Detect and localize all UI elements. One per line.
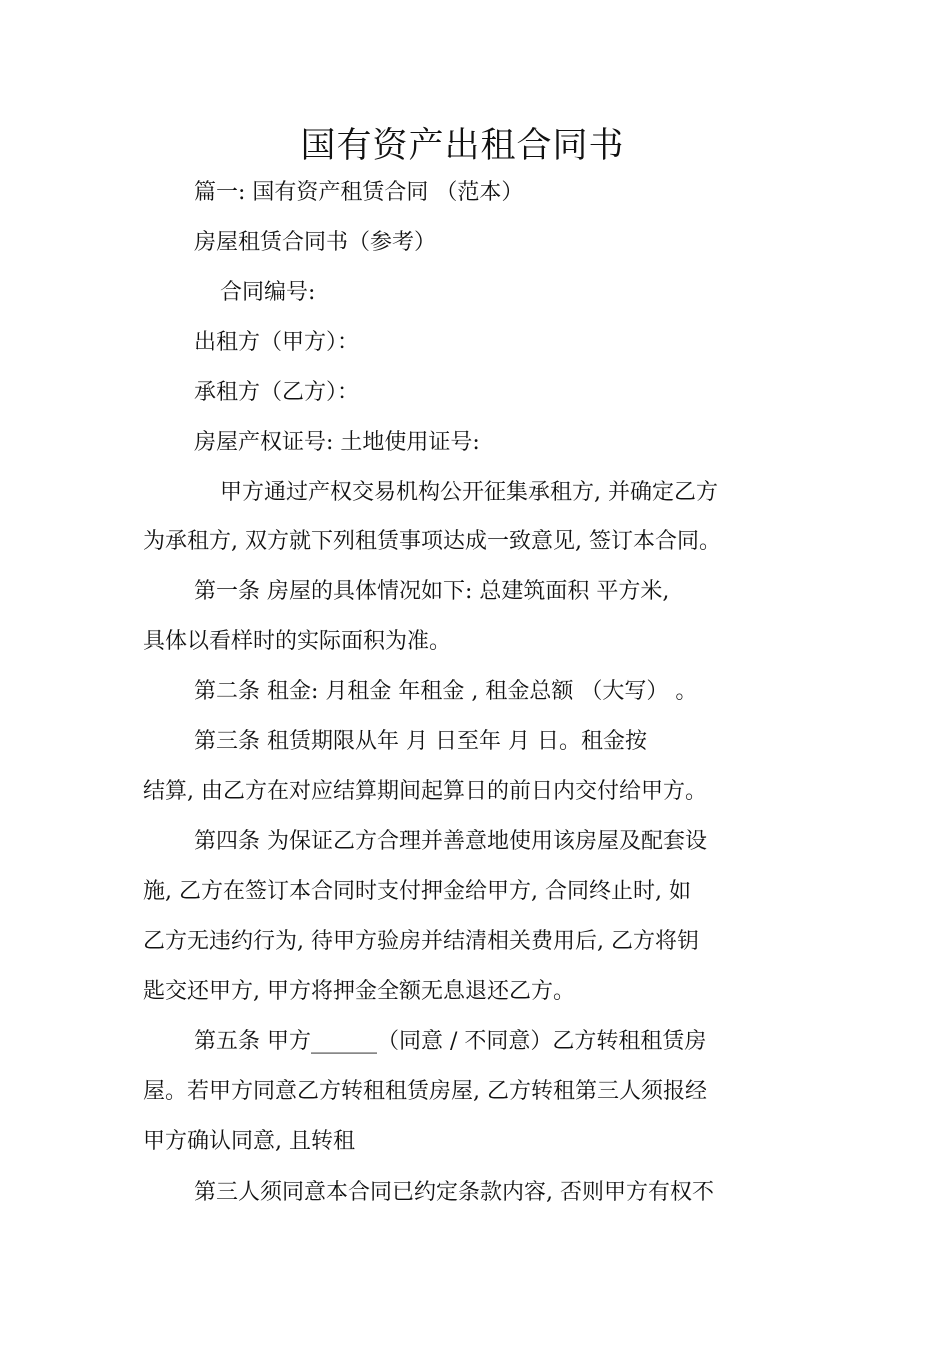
paragraph-line: 具体以看样时的实际面积为准。 bbox=[143, 629, 452, 654]
article-line: 第一条 房屋的具体情况如下: 总建筑面积 平方米, bbox=[194, 579, 670, 604]
lessee-line: 承租方（乙方）： bbox=[194, 380, 360, 405]
document-title: 国有资产出租合同书 bbox=[300, 126, 625, 166]
paragraph-line: 结算, 由乙方在对应结算期间起算日的前日内交付给甲方。 bbox=[143, 779, 707, 804]
paragraph-line: 乙方无违约行为, 待甲方验房并结清相关费用后, 乙方将钥 bbox=[143, 929, 699, 954]
paragraph-line: 施, 乙方在签订本合同时支付押金给甲方, 合同终止时, 如 bbox=[143, 879, 691, 904]
subtitle-line: 房屋租赁合同书（参考） bbox=[194, 230, 437, 255]
paragraph-line: 匙交还甲方, 甲方将押金全额无息退还乙方。 bbox=[143, 979, 575, 1004]
article-line: 第四条 为保证乙方合理并善意地使用该房屋及配套设 bbox=[194, 829, 707, 854]
paragraph-line: 为承租方, 双方就下列租赁事项达成一致意见, 签订本合同。 bbox=[143, 529, 721, 554]
article-line: 第三条 租赁期限从年 月 日至年 月 日。租金按 bbox=[194, 729, 647, 754]
article-line: 第二条 租金: 月租金 年租金 , 租金总额 （大写） 。 bbox=[194, 679, 698, 704]
section-heading: 篇一: 国有资产租赁合同 （范本） bbox=[194, 180, 524, 205]
contract-number-line: 合同编号: bbox=[220, 280, 316, 305]
paragraph-line: 甲方确认同意, 且转租 bbox=[143, 1129, 355, 1154]
paragraph-line: 甲方通过产权交易机构公开征集承租方, 并确定乙方 bbox=[220, 480, 718, 505]
paragraph-line: 第三人须同意本合同已约定条款内容, 否则甲方有权不 bbox=[194, 1180, 714, 1205]
certificate-line: 房屋产权证号: 土地使用证号: bbox=[194, 430, 480, 455]
article-line: 第五条 甲方______（同意 / 不同意）乙方转租租赁房 bbox=[194, 1029, 707, 1054]
paragraph-line: 屋。若甲方同意乙方转租租赁房屋, 乙方转租第三人须报经 bbox=[143, 1079, 707, 1104]
lessor-line: 出租方（甲方）： bbox=[194, 330, 360, 355]
